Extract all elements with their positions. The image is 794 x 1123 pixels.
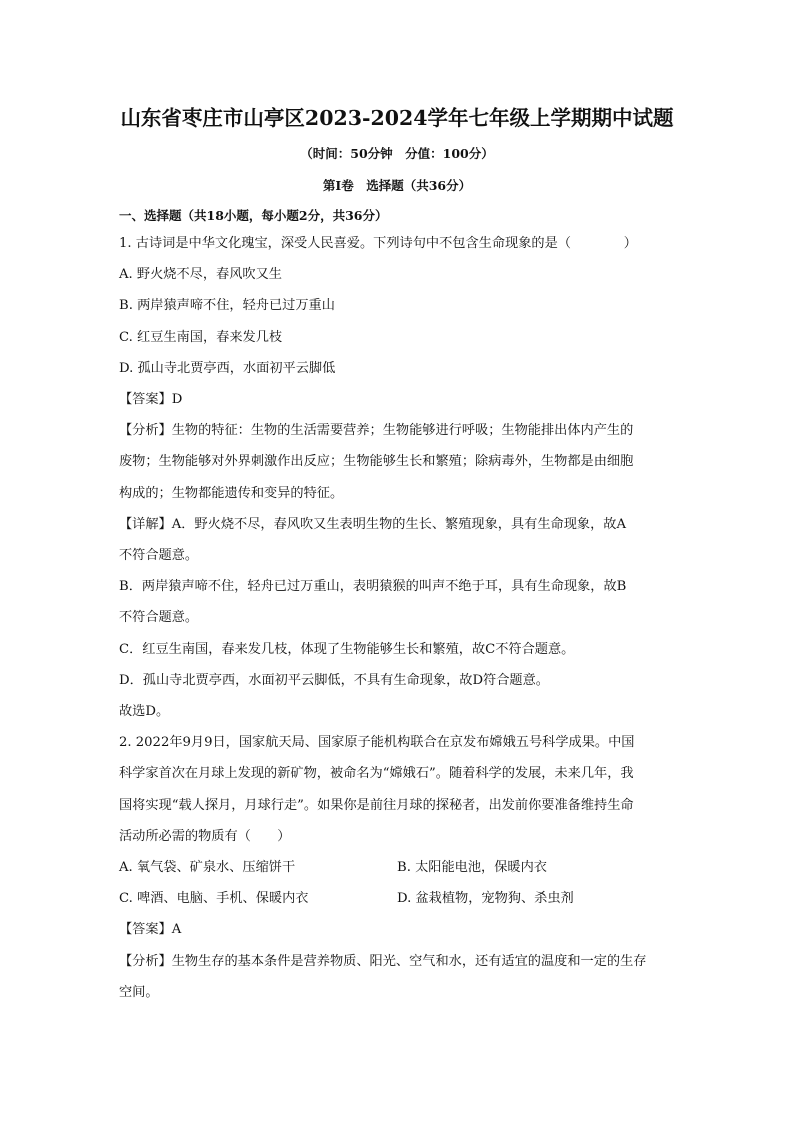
question-1-detail-line: 【详解】A．野火烧不尽，春风吹又生表明生物的生长、繁殖现象，具有生命现象，故A (119, 516, 626, 532)
question-1-detail-line: B．两岸猿声啼不住，轻舟已过万重山，表明猿猴的叫声不绝于耳，具有生命现象，故B (119, 579, 627, 595)
question-2-option-c: C. 啤酒、电脑、手机、保暖内衣 (119, 891, 309, 907)
question-1-answer: 【答案】D (119, 392, 183, 408)
document-page (119, 100, 675, 1008)
question-2-option-a: A. 氧气袋、矿泉水、压缩饼干 (119, 860, 296, 876)
question-1-analysis-line: 构成的；生物都能遗传和变异的特征。 (119, 485, 344, 501)
question-1-option-d: D. 孤山寺北贾亭西，水面初平云脚低 (119, 360, 336, 376)
question-2 (119, 727, 675, 1008)
section-title: 第Ⅰ卷 选择题（共36分） (322, 178, 472, 193)
exam-info: （时间：50分钟 分值：100分） (300, 146, 494, 161)
question-2-stem-line: 科学家首次在月球上发现的新矿物，被命名为“嫦娥石”。随着科学的发展，未来几年，我 (119, 766, 634, 782)
question-1-analysis-line: 【分析】生物的特征：生物的生活需要营养；生物能够进行呼吸；生物能排出体内产生的 (119, 423, 634, 439)
part-title: 一、选择题（共18小题，每小题2分，共36分） (119, 208, 388, 223)
question-2-stem-line: 2. 2022年9月9日，国家航天局、国家原子能机构联合在京发布嫦娥五号科学成果。中国 (119, 735, 635, 751)
question-1-detail-line: C．红豆生南国，春来发几枝，体现了生物能够生长和繁殖，故C不符合题意。 (119, 641, 575, 657)
question-2-stem-line: 国将实现“载人探月，月球行走”。如果你是前往月球的探秘者，出发前你要准备维持生命 (119, 797, 634, 813)
document-title: 山东省枣庄市山亭区2023-2024学年七年级上学期期中试题 (120, 106, 674, 130)
question-2-analysis-line: 空间。 (119, 984, 159, 1000)
question-1-analysis-line: 废物；生物能够对外界刺激作出反应；生物能够生长和繁殖；除病毒外，生物都是由细胞 (119, 454, 634, 470)
question-2-stem-line: 活动所必需的物质有（ ） (119, 828, 291, 844)
question-1-detail-line: 故选D。 (119, 704, 170, 720)
question-1-option-b: B. 两岸猿声啼不住，轻舟已过万重山 (119, 298, 335, 314)
question-1 (119, 228, 675, 727)
question-1-option-a: A. 野火烧不尽，春风吹又生 (119, 267, 282, 283)
question-2-options-row (119, 852, 675, 883)
question-1-detail-line: D．孤山寺北贾亭西，水面初平云脚低，不具有生命现象，故D符合题意。 (119, 672, 549, 688)
question-2-option-d: D. 盆栽植物，宠物狗、杀虫剂 (397, 891, 574, 907)
question-1-stem: 1. 古诗词是中华文化瑰宝，深受人民喜爱。下列诗句中不包含生命现象的是（ ） (119, 236, 637, 251)
question-2-options-row (119, 883, 675, 914)
question-1-detail-line: 不符合题意。 (119, 610, 199, 626)
question-2-answer: 【答案】A (119, 922, 182, 938)
question-1-detail-line: 不符合题意。 (119, 548, 199, 564)
question-2-option-b: B. 太阳能电池，保暖内衣 (397, 860, 547, 876)
question-1-option-c: C. 红豆生南国，春来发几枝 (119, 329, 283, 345)
question-2-analysis-line: 【分析】生物生存的基本条件是营养物质、阳光、空气和水，还有适宜的温度和一定的生存 (119, 953, 647, 969)
